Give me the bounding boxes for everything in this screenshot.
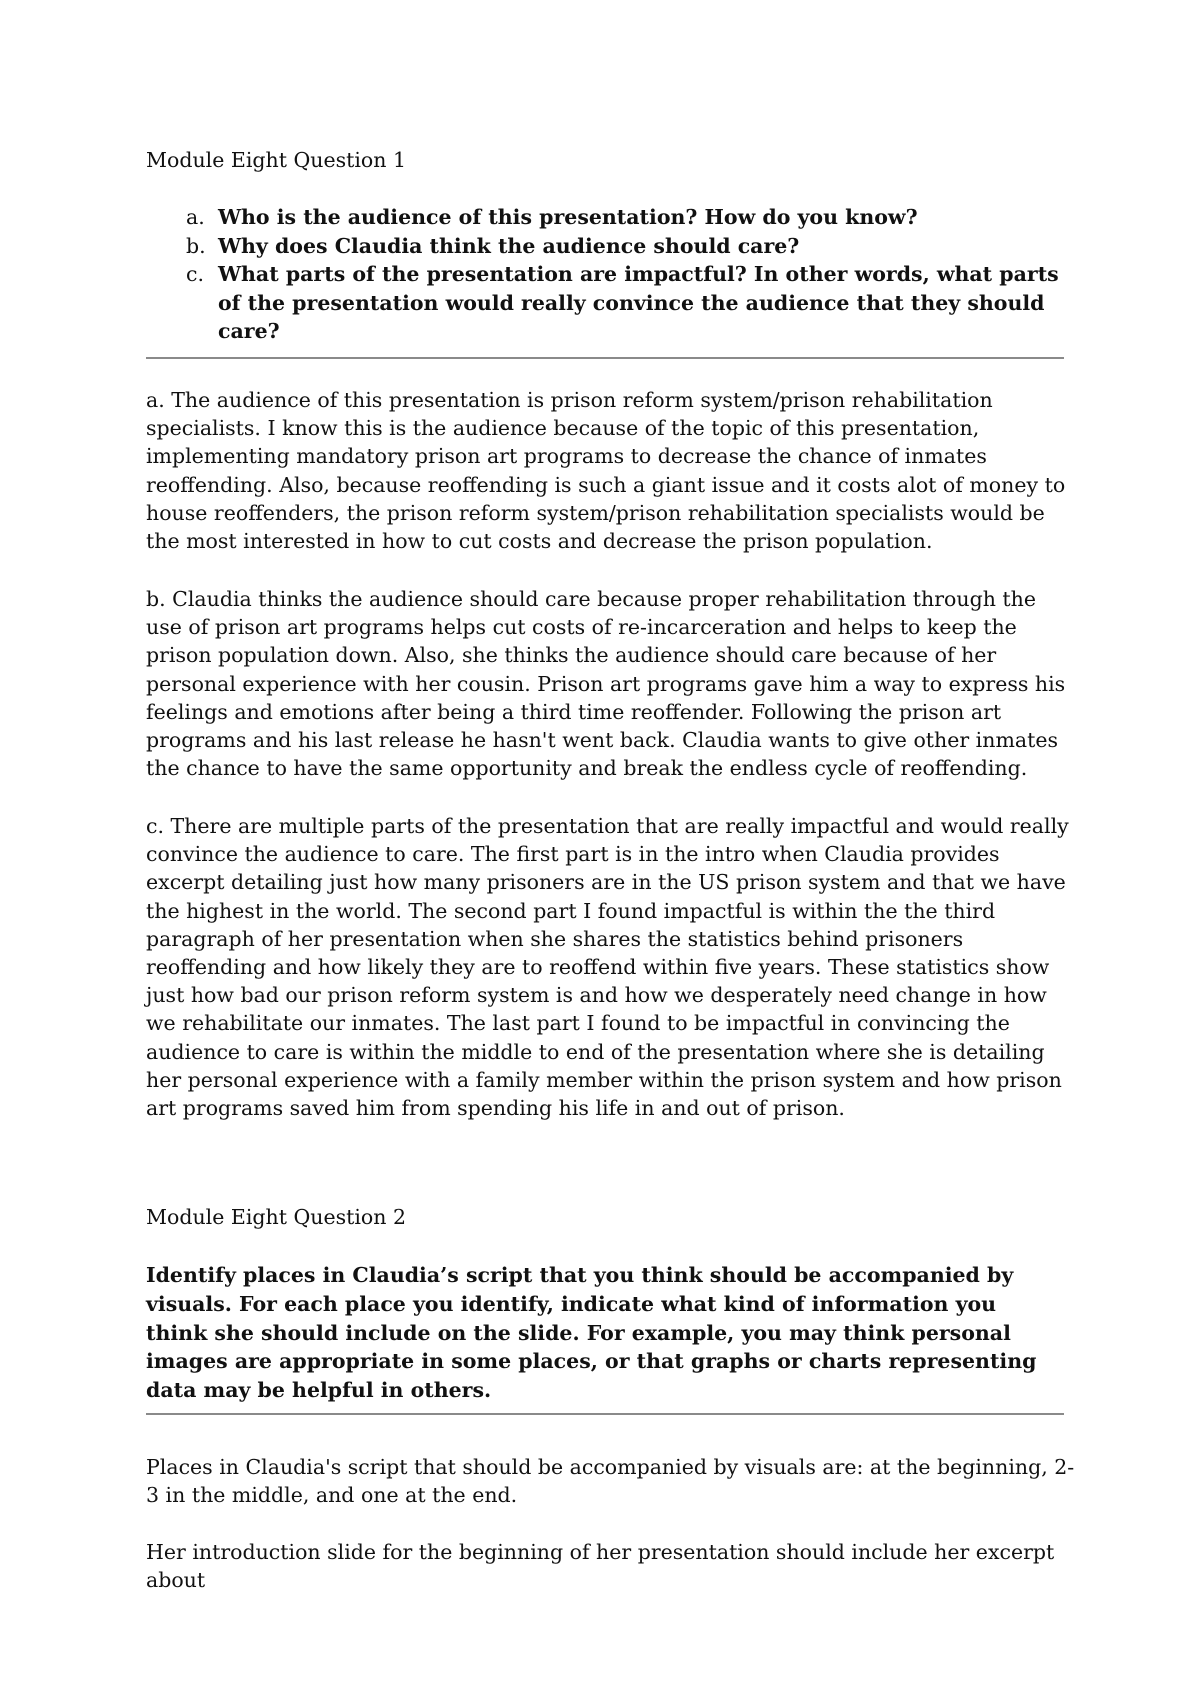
list-marker: a. <box>186 205 205 229</box>
question-1-heading: Module Eight Question 1 <box>146 148 407 172</box>
list-marker: b. <box>186 233 206 258</box>
list-item-text: Who is the audience of this presentation? How do you know? <box>218 205 918 229</box>
question-1-item-b <box>146 232 1064 261</box>
question-1-item-c <box>146 260 1064 346</box>
divider <box>146 357 1064 359</box>
answer-2-intro: Places in Claudia's script that should be accompanied by visuals are: at the beginning, 2-3 in the middle, and one at the end. <box>146 1455 1075 1508</box>
question-1-item-a <box>146 203 1064 232</box>
answer-1b: b. Claudia thinks the audience should care because proper rehabilitation through the use of prison art programs helps cut costs of re-incarceration and helps to keep the prison population down. Also, she thinks the audience should care because of her personal experience with her cousin. Prison art programs gave him a way to express his feelings and emotions after being a third time reoffender. Following the prison art programs and his last release he hasn't went back. Claudia wants to give other inmates the chance to have the same opportunity and break the endless cycle of reoffending. <box>146 587 1066 781</box>
question-2-prompt: Identify places in Claudia’s script that you think should be accompanied by visuals. For each place you identify, indicate what kind of information you think she should include on the slide. For example, you may think personal images are appropriate in some places, or that graphs or charts representing data may be helpful in others. <box>146 1263 1037 1403</box>
question-2-heading: Module Eight Question 2 <box>146 1205 407 1229</box>
question-1-list <box>146 203 1064 346</box>
list-item-text: What parts of the presentation are impactful? In other words, what parts of the presentation would really convince the audience that they should care? <box>218 262 1059 343</box>
list-item-text: Why does Claudia think the audience should care? <box>218 233 800 258</box>
answer-1a: a. The audience of this presentation is prison reform system/prison rehabilitation specialists. I know this is the audience because of the topic of this presentation, implementing mandatory prison art programs to decrease the chance of inmates reoffending. Also, because reoffending is such a giant issue and it costs alot of money to house reoffenders, the prison reform system/prison rehabilitation specialists would be the most interested in how to cut costs and decrease the prison population. <box>146 388 1066 554</box>
divider <box>146 1413 1064 1415</box>
list-marker: c. <box>186 262 204 286</box>
answer-1c: c. There are multiple parts of the presentation that are really impactful and would really convince the audience to care. The first part is in the intro when Claudia provides excerpt detailing just how many prisoners are in the US prison system and that we have the highest in the world. The second part I found impactful is within the the third paragraph of her presentation when she shares the statistics behind prisoners reoffending and how likely they are to reoffend within five years. These statistics show just how bad our prison reform system is and how we desperately need change in how we rehabilitate our inmates. The last part I found to be impactful in convincing the audience to care is within the middle to end of the presentation where she is detailing her personal experience with a family member within the prison system and how prison art programs saved him from spending his life in and out of prison. <box>146 814 1069 1121</box>
answer-2-body: Her introduction slide for the beginning of her presentation should include her excerpt about <box>146 1540 1055 1593</box>
